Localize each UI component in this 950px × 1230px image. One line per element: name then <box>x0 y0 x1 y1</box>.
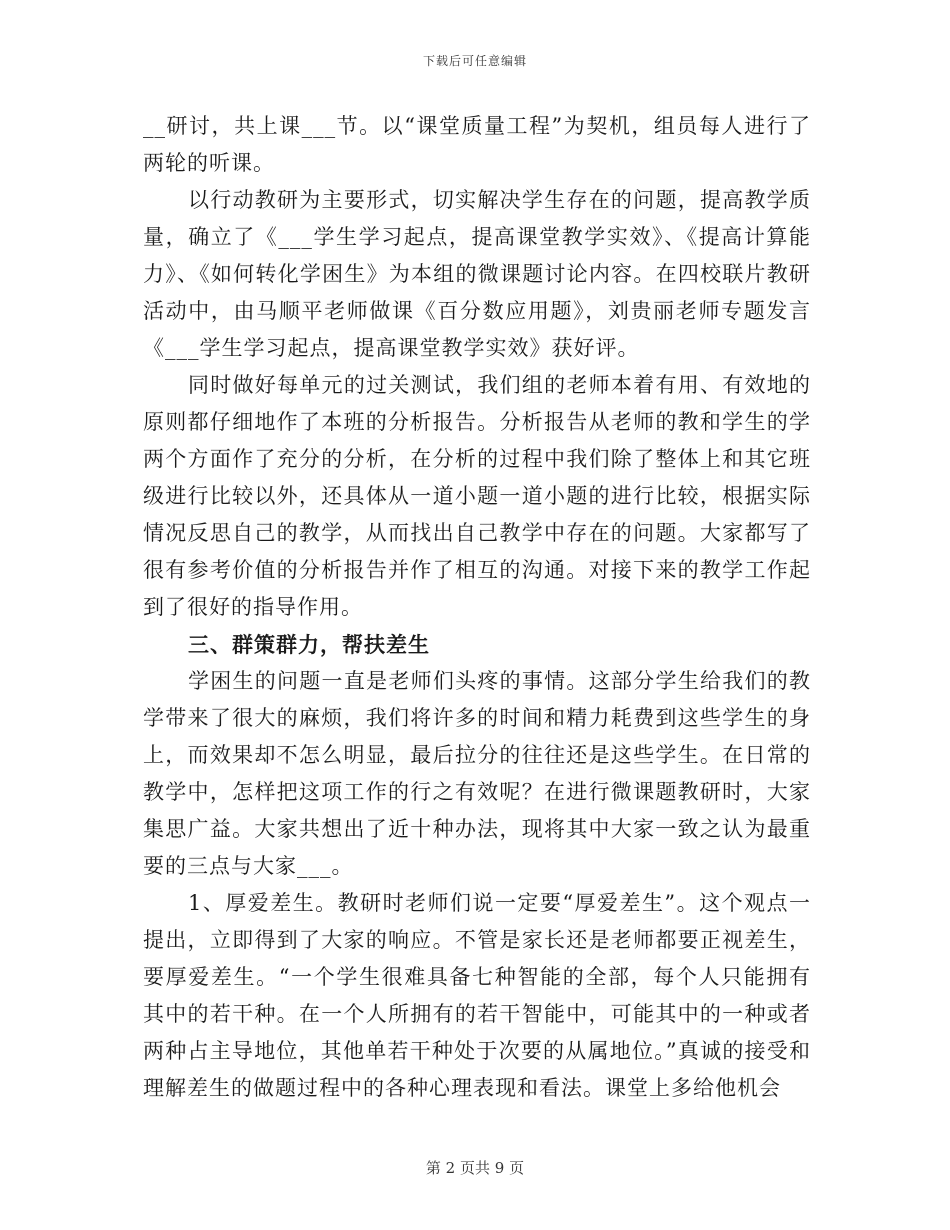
page-header: 下载后可任意编辑 <box>422 54 527 68</box>
paragraph-3: 同时做好每单元的过关测试，我们组的老师本着有用、有效地的原则都仔细地作了本班的分析报告。分析报告从老师的教和学生的学两个方面作了充分的分析，在分析的过程中我们除了整体上和其它班级进行比较以外，还具体从一道小题一道小题的进行比较，根据实际情况反思自己的教学，从而找出自己教学中存在的问题。大家都写了很有参考价值的分析报告并作了相互的沟通。对接下来的教学工作起到了很好的指导作用。 <box>143 373 811 619</box>
paragraph-1: __研讨，共上课___节。以“课堂质量工程”为契机，组员每人进行了两轮的听课。 <box>143 114 811 175</box>
paragraph-5: 1、厚爱差生。教研时老师们说一定要“厚爱差生”。这个观点一提出，立即得到了大家的响应。不管是家长还是老师都要正视差生，要厚爱差生。“一个学生很难具备七种智能的全部，每个人只能拥有其中的若干种。在一个人所拥有的若干智能中，可能其中的一种或者两种占主导地位，其他单若干种处于次要的从属地位。”真诚的接受和理解差生的做题过程中的各种心理表现和看法。课堂上多给他机会 <box>143 891 811 1100</box>
paragraph-4: 学困生的问题一直是老师们头疼的事情。这部分学生给我们的教学带来了很大的麻烦，我们将许多的时间和精力耗费到这些学生的身上，而效果却不怎么明显，最后拉分的往往还是这些学生。在日常的教学中，怎样把这项工作的行之有效呢？在进行微课题教研时，大家集思广益。大家共想出了近十种办法，现将其中大家一致之认为最重要的三点与大家___。 <box>143 669 811 878</box>
paragraph-2: 以行动教研为主要形式，切实解决学生存在的问题，提高教学质量，确立了《___学生学习起点，提高课堂教学实效》、《提高计算能力》、《如何转化学困生》为本组的微课题讨论内容。在四校联片教研活动中，由马顺平老师做课《百分数应用题》，刘贵丽老师专题发言《___学生学习起点，提高课堂教学实效》获好评。 <box>143 188 811 360</box>
section-heading: 三、群策群力，帮扶差生 <box>188 632 430 657</box>
page-footer: 第 2 页共 9 页 <box>425 1159 525 1177</box>
document-body <box>143 108 811 1107</box>
